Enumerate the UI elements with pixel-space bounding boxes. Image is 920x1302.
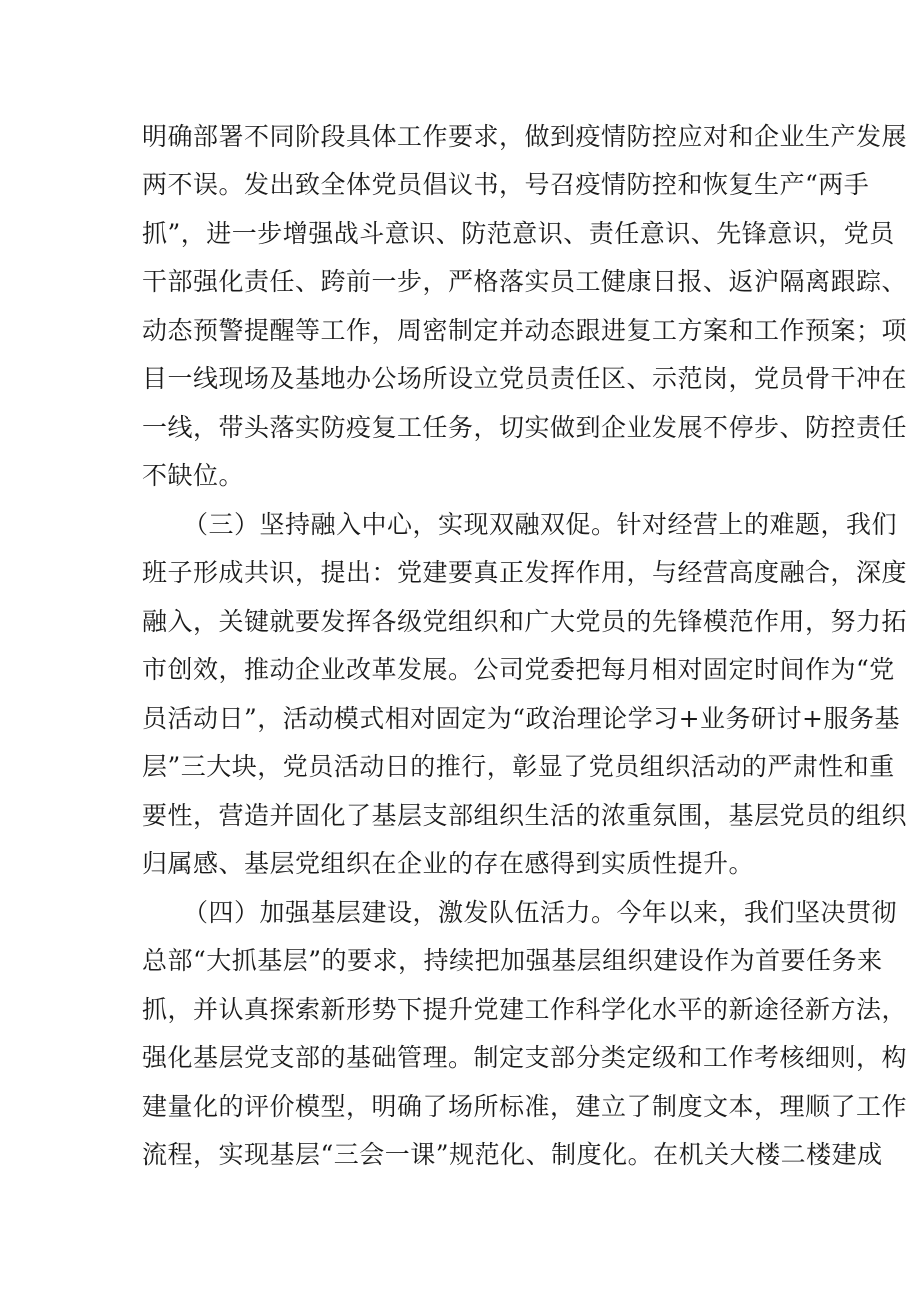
- text-line: 强化基层党支部的基础管理。制定支部分类定级和工作考核细则，构: [142, 1043, 908, 1072]
- text-line: 要性，营造并固化了基层支部组织生活的浓重氛围，基层党员的组织: [142, 801, 908, 830]
- text-line: 两不误。发出致全体党员倡议书，号召疫情防控和恢复生产“两手: [142, 170, 870, 199]
- text-line: 建量化的评价模型，明确了场所标准，建立了制度文本，理顺了工作: [142, 1092, 908, 1121]
- text-line: 层”三大块，党员活动日的推行，彰显了党员组织活动的严肃性和重: [142, 752, 895, 781]
- text-line: 流程，实现基层“三会一课”规范化、制度化。在机关大楼二楼建成: [142, 1140, 883, 1169]
- text-line: 抓，并认真探索新形势下提升党建工作科学化水平的新途径新方法，: [142, 995, 908, 1024]
- paragraph-heading-3: （三）坚持融入中心，实现双融双促。针对经营上的难题，我们: [183, 510, 898, 539]
- paragraph-heading-4: （四）加强基层建设，激发队伍活力。今年以来，我们坚决贯彻: [183, 898, 898, 927]
- text-line: 归属感、基层党组织在企业的存在感得到实质性提升。: [142, 849, 755, 878]
- text-line: 干部强化责任、跨前一步，严格落实员工健康日报、返沪隔离跟踪、: [142, 267, 908, 296]
- text-line: 员活动日”，活动模式相对固定为“政治理论学习+业务研讨+服务基: [142, 704, 900, 733]
- text-line: 总部“大抓基层”的要求，持续把加强基层组织建设作为首要任务来: [142, 946, 883, 975]
- text-line: 班子形成共识，提出：党建要真正发挥作用，与经营高度融合，深度: [142, 558, 908, 587]
- text-line: 不缺位。: [142, 461, 245, 490]
- text-line: 融入，关键就要发挥各级党组织和广大党员的先锋模范作用，努力拓: [142, 607, 908, 636]
- text-line: 动态预警提醒等工作，周密制定并动态跟进复工方案和工作预案；项: [142, 316, 908, 345]
- text-line: 明确部署不同阶段具体工作要求，做到疫情防控应对和企业生产发展: [142, 122, 908, 151]
- text-line: 抓”，进一步增强战斗意识、防范意识、责任意识、先锋意识，党员: [142, 219, 895, 248]
- text-line: 目一线现场及基地办公场所设立党员责任区、示范岗，党员骨干冲在: [142, 364, 908, 393]
- text-line: 一线，带头落实防疫复工任务，切实做到企业发展不停步、防控责任: [142, 413, 908, 442]
- text-line: 市创效，推动企业改革发展。公司党委把每月相对固定时间作为“党: [142, 655, 895, 684]
